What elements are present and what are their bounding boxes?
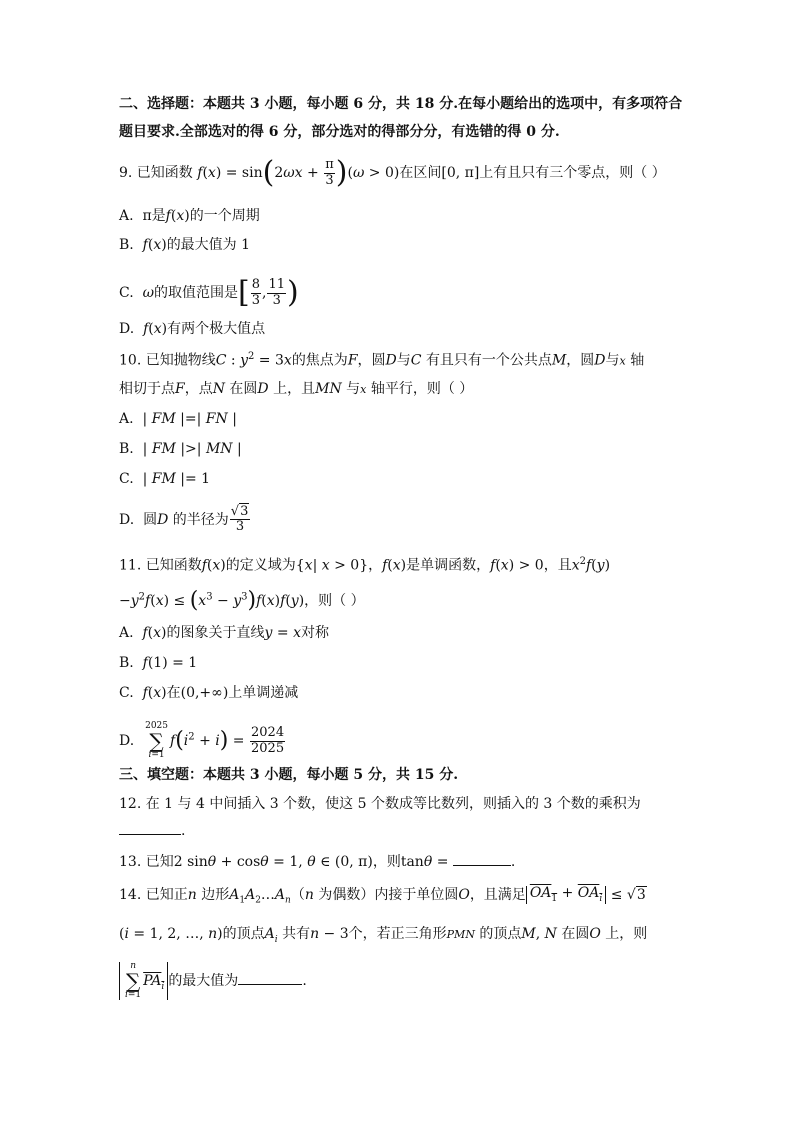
q10-option-b: B. | FM |>| MN | (119, 441, 242, 457)
section3-heading: 三、填空题：本题共 3 小题，每小题 5 分，共 15 分. (119, 767, 459, 783)
q12-answer-blank[interactable] (119, 822, 181, 835)
q10-option-a: A. | FM |=| FN | (119, 411, 237, 427)
q14-stem-line1: 14. 已知正n 边形$A_1A_2\dots A_n(n$ 为偶数）内接于单位圆O，且满足 $OA_1 + OA_i \le √3$ (119, 885, 646, 906)
q12-stem: 12. 在 1 与 4 中间插入 3 个数，使这 5 个数成等比数列，则插入的 3 个数的乘积为 (119, 796, 641, 812)
section2-heading-line2: 题目要求.全部选对的得 6 分，部分选对的得部分分，有选错的得 0 分. (119, 124, 560, 140)
q11-stem-line2: $-y^2f(x) \le (x^3 - y^3)f(x)f(y)$，则（ ） (119, 588, 365, 613)
q9-stem: 9. 已知函数 f(x) = sin(2ωx + $\frac{\pi}{3}$ )(ω > 0)在区间[0, π]上有且只有三个零点，则（ ） (119, 155, 666, 190)
q11-stem-line1: 11. 已知函数f(x)的定义域为{x| x > 0}，f(x)是单调函数，f(x) > 0，且$x^2f(y)$ (119, 556, 611, 574)
q10-stem-line1: 10. 已知抛物线C : $y^2 = 3x$的焦点为F，圆D与C 有且只有一个公共点M，圆D与x 轴 (119, 351, 645, 369)
q9-option-b: B. f(x)的最大值为 1 (119, 237, 251, 253)
q9-option-d: D. f(x)有两个极大值点 (119, 321, 266, 337)
q11-option-d: D. 2025 ∑ $i=1f(i^2 + i)$ = $\frac{2024}{2025}$ (119, 721, 285, 760)
q14-answer-blank[interactable] (238, 972, 302, 985)
q13-stem: 13. 已知2 sinθ + cosθ = 1, θ ∈ (0, π)，则tanθ = . (119, 854, 516, 870)
q11-option-a: A. f(x)的图象关于直线y = x对称 (119, 625, 329, 641)
q12-answer-line: . (119, 822, 185, 838)
q9-option-a: A. π是f(x)的一个周期 (119, 208, 260, 224)
q14-stem-line2: (i = 1, 2, …, n)的顶点$A_i$ 共有n − 3个，若正三角形PMN 的顶点M, N 在圆O 上，则 (119, 926, 648, 945)
q11-option-c: C. f(x)在(0,+∞)上单调递减 (119, 685, 299, 701)
q11-option-b: B. f(1) = 1 (119, 655, 198, 671)
q14-stem-line3: n ∑ $i=1PA_i$ 的最大值为 . (119, 962, 307, 1000)
q9-option-c: C. ω的取值范围是[ $\frac{8}{3}$ , $\frac{11}{3}$ ) (119, 275, 299, 310)
section2-heading-line1: 二、选择题：本题共 3 小题，每小题 6 分，共 18 分.在每小题给出的选项中，有多项符合 (119, 96, 683, 112)
q13-answer-blank[interactable] (453, 853, 511, 866)
q10-option-c: C. | FM |= 1 (119, 471, 211, 487)
q10-stem-line2: 相切于点F，点N 在圆D 上，且MN 与x 轴平行，则（ ） (119, 381, 474, 397)
q10-option-d: D. 圆D 的半径为 $\frac{√3}{3}$ (119, 504, 249, 535)
